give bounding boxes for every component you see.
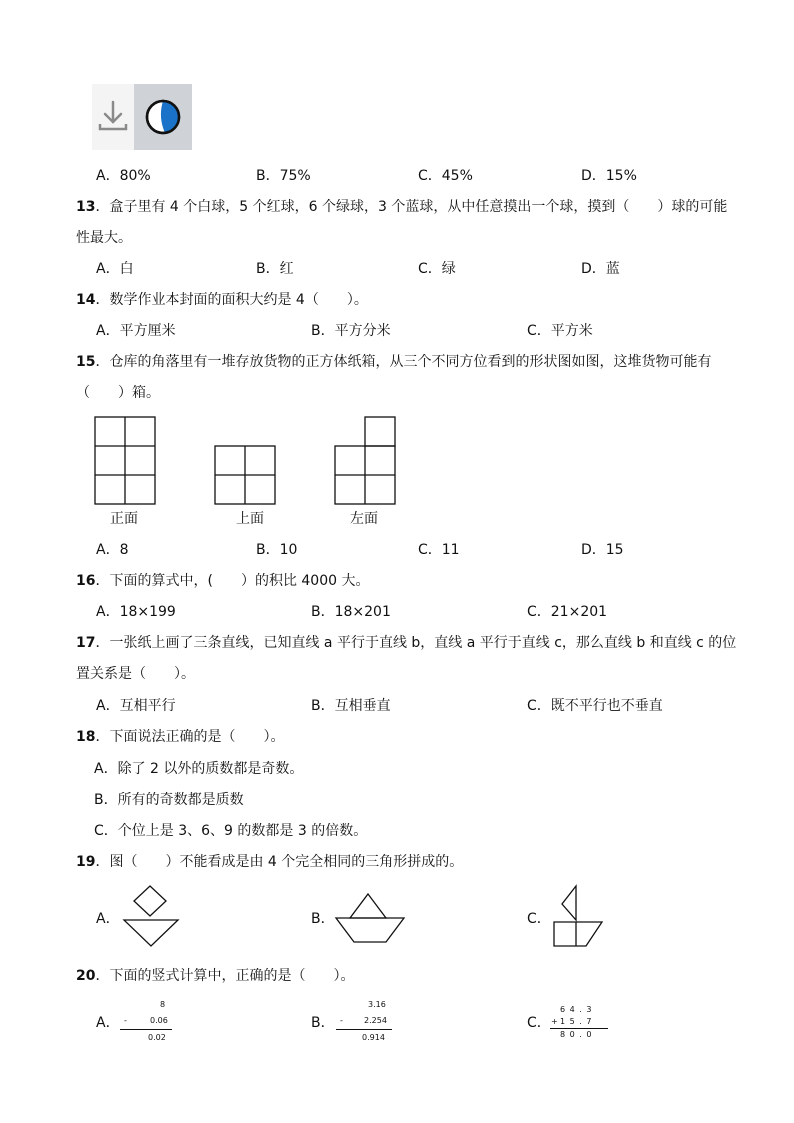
q20-number: 20 [76, 968, 96, 984]
left-view-grid [335, 417, 395, 504]
calc-c-top: 6 4 . 3 [560, 1005, 593, 1014]
q15-line1: ．仓库的角落里有一堆存放货物的正方体纸箱，从三个不同方位看到的形状图如图，这堆货物可能有 [95, 354, 712, 370]
q17-line1: ．一张纸上画了三条直线，已知直线 a 平行于直线 b，直线 a 平行于直线 c，那么直线 b 和直线 c 的位 [95, 635, 737, 651]
calc-c-second: 1 5 . 7 [560, 1017, 593, 1026]
q19-text: ．图（ ）不能看成是由 4 个完全相同的三角形拼成的。 [95, 854, 464, 870]
q16-option-b: B．18×201 [311, 604, 391, 620]
calc-b-top: 3.16 [368, 1000, 386, 1009]
q12-figure [92, 84, 192, 150]
q19-option-b: B． [311, 911, 335, 927]
q17-question [76, 634, 736, 652]
q19-option-c: C． [527, 911, 551, 927]
calc-c-line [550, 1028, 608, 1029]
calc-b-second: 2.254 [364, 1016, 387, 1025]
calc-b-result: 0.914 [362, 1033, 385, 1042]
q14-option-c: C．平方米 [527, 323, 593, 339]
top-view-label: 上面 [236, 511, 264, 527]
q17-option-c: C．既不平行也不垂直 [527, 698, 663, 714]
q20-option-b: B． [311, 1015, 335, 1031]
q13-question [76, 198, 727, 216]
q12-option-d: D．15% [581, 168, 637, 184]
q15-option-a: A．8 [96, 542, 129, 558]
download-icon [92, 84, 134, 150]
q15-question [76, 353, 711, 371]
q15-option-b: B．10 [256, 542, 298, 558]
q19-figure-c [550, 884, 608, 950]
q12-option-c: C．45% [418, 168, 473, 184]
calc-a-top: 8 [160, 1000, 166, 1009]
q15-option-c: C．11 [418, 542, 460, 558]
q13-number: 13 [76, 199, 96, 215]
q15-number: 15 [76, 354, 96, 370]
calc-a-result: 0.02 [148, 1033, 166, 1042]
q17-number: 17 [76, 635, 96, 651]
q16-option-a: A．18×199 [96, 604, 176, 620]
q15-option-d: D．15 [581, 542, 624, 558]
q12-option-a: A．80% [96, 168, 151, 184]
front-view-label: 正面 [110, 511, 138, 527]
q13-option-b: B．红 [256, 261, 294, 277]
top-view-grid [215, 446, 275, 504]
q14-option-b: B．平方分米 [311, 323, 391, 339]
q19-option-a: A． [96, 911, 120, 927]
q20-option-a: A． [96, 1015, 120, 1031]
q17-line2: 置关系是（ ）。 [76, 666, 195, 682]
q18-option-b: B．所有的奇数都是质数 [94, 792, 244, 808]
q18-text: ．下面说法正确的是（ ）。 [95, 729, 285, 745]
q15-view-grids [90, 412, 410, 508]
q13-line2: 性最大。 [76, 230, 132, 246]
q13-option-a: A．白 [96, 261, 134, 277]
q14-question [76, 291, 368, 309]
q15-line2: （ ）箱。 [76, 385, 160, 401]
q16-text: ．下面的算式中，( ）的积比 4000 大。 [95, 573, 370, 589]
q13-option-d: D．蓝 [581, 261, 620, 277]
q18-option-c: C．个位上是 3、6、9 的数都是 3 的倍数。 [94, 823, 368, 839]
q18-question [76, 728, 284, 746]
calc-b-line [336, 1029, 392, 1030]
q14-text: ．数学作业本封面的面积大约是 4（ ）。 [95, 292, 368, 308]
q16-question [76, 572, 369, 590]
q20-option-c: C． [527, 1015, 551, 1031]
q20-text: ．下面的竖式计算中，正确的是（ ）。 [95, 968, 355, 984]
q19-question [76, 853, 463, 871]
q19-figure-b [334, 892, 408, 944]
q18-option-a: A．除了 2 以外的质数都是奇数。 [94, 761, 304, 777]
calc-a-line [120, 1029, 172, 1030]
q16-number: 16 [76, 573, 96, 589]
q20-question [76, 967, 354, 985]
q12-option-b: B．75% [256, 168, 311, 184]
q13-line1: ．盒子里有 4 个白球，5 个红球，6 个绿球，3 个蓝球，从中任意摸出一个球，摸到（ ）球的可能 [95, 199, 728, 215]
q14-number: 14 [76, 292, 96, 308]
q19-figure-a [120, 884, 182, 950]
q17-option-b: B．互相垂直 [311, 698, 391, 714]
q19-number: 19 [76, 854, 96, 870]
calc-b-op: - [340, 1016, 343, 1025]
calc-c-result: 8 0 . 0 [560, 1030, 593, 1039]
calc-c-op: + [551, 1017, 558, 1026]
q18-number: 18 [76, 729, 96, 745]
left-view-label: 左面 [350, 511, 378, 527]
q13-option-c: C．绿 [418, 261, 456, 277]
front-view-grid [95, 417, 155, 504]
q17-option-a: A．互相平行 [96, 698, 176, 714]
pie-progress-icon [134, 84, 192, 150]
q16-option-c: C．21×201 [527, 604, 608, 620]
calc-a-second: 0.06 [150, 1016, 168, 1025]
q14-option-a: A．平方厘米 [96, 323, 176, 339]
calc-a-op: - [124, 1016, 127, 1025]
